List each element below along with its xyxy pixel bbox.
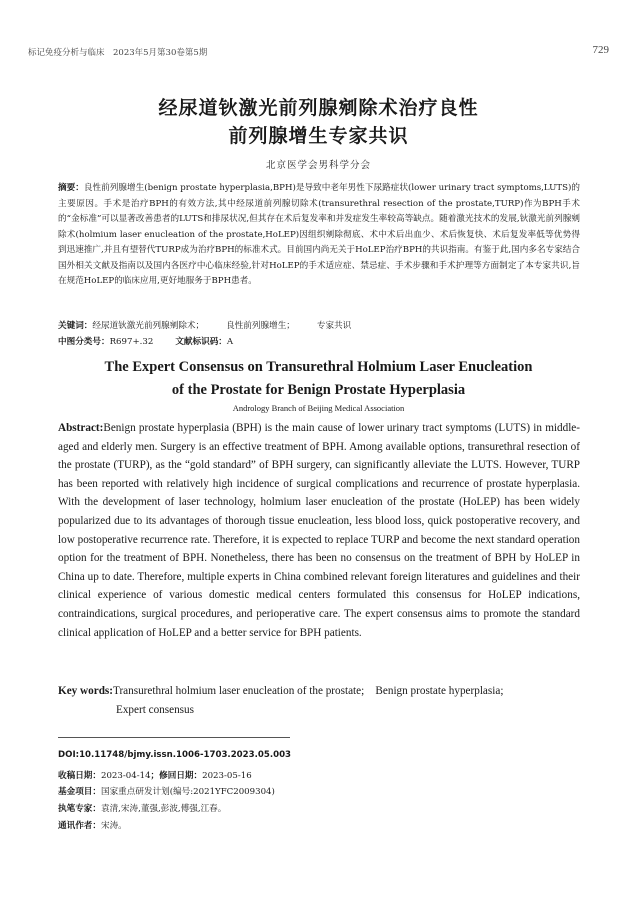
chinese-abstract-label: 摘要：	[58, 183, 84, 193]
english-abstract	[58, 419, 580, 642]
english-title-line-2: of the Prostate for Benign Prostate Hyperplasia	[171, 382, 466, 398]
english-abstract-text: Benign prostate hyperplasia (BPH) is the main cause of lower urinary tract symptoms (LUTS) in middle-aged and elderly men. Surgery is an effective treatment of BPH. Among available options, transurethral resection of the prostate (TURP), as the “gold standard” of BPH surgery, can significantly alleviate the LUTS. However, TURP has been reported with relatively high incidence of surgical complications and recurrence of prostate hyperplasia. With the development of laser technology, holmium laser enucleation of the prostate (HoLEP) has been widely popularized due to its advantages of thorough tissue enucleation, less blood loss, quick postoperative recovery, and low postoperative recurrence rate. Therefore, it is expected to replace TURP and become the next standard operation option for the treatment of BPH. Nonetheless, there has been no consensus on the treatment of BPH by HoLEP in China up to date. Therefore, multiple experts in China combined relevant foreign literatures and guidelines and their clinical experience of various domestic medical centers formulated this consensus for HoLEP indications, contraindications, surgical procedures, and perioperative care. The expert consensus aims to promote the standard clinical application of HoLEP and a better service for BPH patients.	[58, 422, 580, 639]
experts-footnote	[58, 802, 226, 814]
received-label: 收稿日期：	[58, 771, 101, 781]
corr-label: 通讯作者：	[58, 821, 101, 831]
received-date: 2023-04-14	[100, 771, 151, 781]
chinese-keywords-label: 关键词：	[58, 321, 93, 331]
english-keywords-label: Key words:	[58, 685, 113, 697]
chinese-keyword-3: 专家共识	[316, 321, 352, 331]
chinese-abstract	[58, 181, 580, 290]
page-number: 729	[592, 44, 609, 56]
chinese-keywords	[58, 319, 580, 331]
chinese-title-line-1: 经尿道钬激光前列腺剜除术治疗良性	[158, 97, 479, 119]
experts-label: 执笔专家：	[58, 804, 101, 814]
running-head: 标记免疫分析与临床 2023年5月第30卷第5期	[28, 48, 208, 58]
english-abstract-label: Abstract:	[58, 422, 104, 434]
english-keywords	[58, 682, 580, 719]
english-author: Andrology Branch of Beijing Medical Association	[232, 403, 405, 413]
revised-label: ；修回日期：	[150, 771, 203, 781]
experts-text: 袁清,宋涛,董强,彭波,傅强,江春。	[100, 804, 227, 814]
corresponding-author-footnote	[58, 819, 127, 831]
fund-footnote	[58, 785, 275, 797]
dates-footnote	[58, 769, 252, 781]
fund-text: 国家重点研发计划(编号:2021YFC2009304)	[100, 787, 275, 797]
chinese-keyword-2: 良性前列腺增生；	[226, 321, 295, 331]
clc-value: R697+.32	[109, 337, 154, 347]
footnote-divider	[58, 737, 290, 738]
chinese-abstract-text: 良性前列腺增生(benign prostate hyperplasia,BPH)是导致中老年男性下尿路症状(lower urinary tract symptoms,LUTS)的主要原因。手术是治疗BPH的有效方法,其中经尿道前列腺切除术(transurethral resection of the prostate,TURP)作为BPH手术的“金标准”可以显著改善患者的LUTS和排尿状况,但其存在术后复发率和并发症发生率较高等缺点。随着激光技术的发展,钬激光前列腺剜除术(holmium laser enucleation of the prostate,HoLEP)因组织剜除彻底、术中术后出血少、术后恢复快、术后复发率低等优势得到迅速推广,并且有望替代TURP成为治疗BPH的标准术式。目前国内尚无关于HoLEP治疗BPH的共识指南。有鉴于此,国内多名专家结合国外相关文献及指南以及国内各医疗中心临床经验,针对HoLEP的手术适应症、禁忌症、手术步骤和手术护理等方面制定了本专家共识,旨在规范HoLEP的临床应用,更好地服务于BPH患者。	[58, 183, 580, 286]
english-title-line-1: The Expert Consensus on Transurethral Holmium Laser Enucleation	[104, 359, 533, 375]
english-keywords-line-1: Transurethral holmium laser enucleation of the prostate; Benign prostate hyperplasia;	[113, 685, 504, 697]
doi-footnote	[58, 750, 291, 760]
chinese-author: 北京医学会男科学分会	[265, 160, 371, 171]
corr-text: 宋涛。	[100, 821, 127, 831]
clc-label: 中图分类号：	[58, 337, 110, 347]
fund-label: 基金项目：	[58, 787, 101, 797]
doi-text: DOI:10.11748/bjmy.issn.1006-1703.2023.05.003	[58, 750, 292, 760]
revised-date: 2023-05-16	[202, 771, 252, 781]
chinese-keyword-1: 经尿道钬激光前列腺剜除术；	[92, 321, 205, 331]
chinese-title-line-2: 前列腺增生专家共识	[228, 125, 409, 147]
english-keywords-line-2: Expert consensus	[116, 703, 194, 716]
chinese-classification	[58, 335, 580, 347]
doc-code-label: 文献标识码：	[175, 337, 227, 347]
doc-code-value: A	[226, 337, 234, 347]
